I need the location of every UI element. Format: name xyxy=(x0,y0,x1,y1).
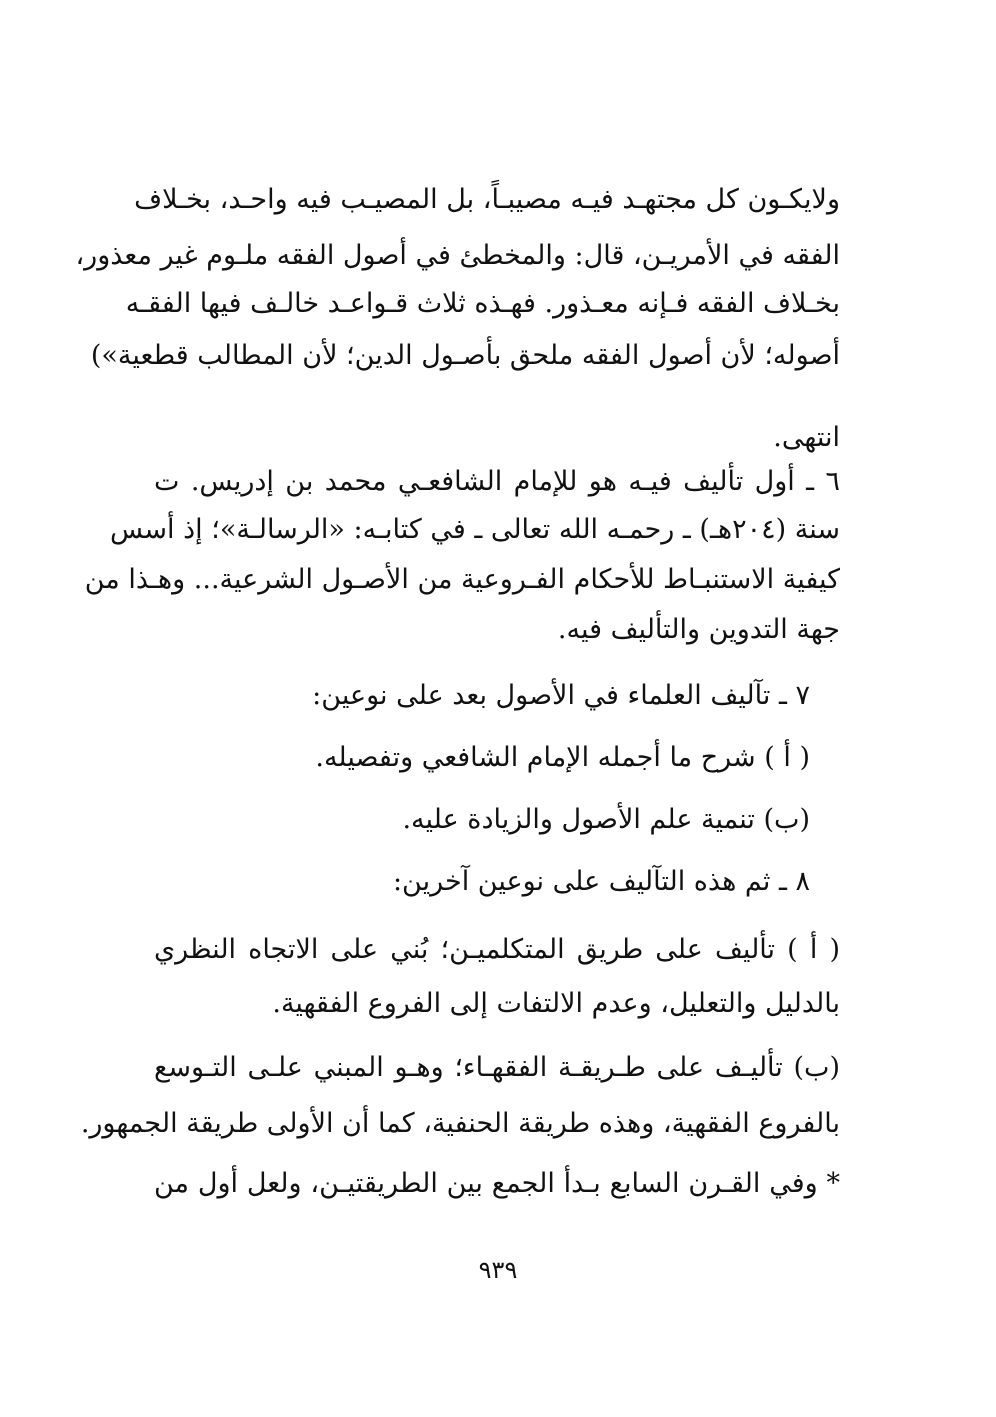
item-8-sub-a-line-1: ( أ ) تأليف على طريق المتكلميـن؛ بُني على الاتجاه النظري xyxy=(154,934,840,965)
item-7-sub-a: ( أ ) شرح ما أجمله الإمام الشافعي وتفصيله. xyxy=(315,742,810,773)
page-number: ٩٣٩ xyxy=(478,1256,518,1284)
item-6-line-4: جهة التدوين والتأليف فيه. xyxy=(557,614,840,645)
item-6-line-2: سنة (٢٠٤هـ) ـ رحمـه الله تعالى ـ في كتابـه: «الرسالـة»؛ إذ أسس xyxy=(110,514,840,545)
paragraph-1-line-4: أصوله؛ لأن أصول الفقه ملحق بأصـول الدين؛ لأن المطالب قطعية») xyxy=(90,340,840,371)
item-8-heading: ٨ ـ ثم هذه التآليف على نوعين آخرين: xyxy=(392,866,810,897)
paragraph-1-line-5: انتهى. xyxy=(773,422,840,453)
item-8-sub-b-line-2: بالفروع الفقهية، وهذه طريقة الحنفية، كما أن الأولى طريقة الجمهور. xyxy=(80,1108,840,1139)
item-7-heading: ٧ ـ تآليف العلماء في الأصول بعد على نوعين: xyxy=(312,680,810,711)
item-7-sub-b: (ب) تنمية علم الأصول والزيادة عليه. xyxy=(402,804,810,835)
item-6-line-3: كيفية الاستنبـاط للأحكام الفـروعية من الأصـول الشرعية... وهـذا من xyxy=(84,564,840,595)
paragraph-1-line-3: بخـلاف الفقه فـإنه معـذور. فهـذه ثلاث قـواعـد خالـف فيها الفقـه xyxy=(125,288,840,319)
closing-line-1: * وفي القـرن السابع بـدأ الجمع بين الطريقتيـن، ولعل أول من xyxy=(154,1168,840,1199)
paragraph-1-line-1: ولايكـون كل مجتهـد فيـه مصيبـاً، بل المصيـب فيه واحـد، بخـلاف xyxy=(134,184,840,215)
item-8-sub-b-line-1: (ب) تأليـف على طـريقـة الفقهـاء؛ وهـو المبني علـى التـوسع xyxy=(154,1052,840,1083)
item-6-line-1: ٦ ـ أول تأليف فيـه هو للإمام الشافعـي محمد بن إدريس. ت xyxy=(154,466,840,497)
item-8-sub-a-line-2: بالدليل والتعليل، وعدم الالتفات إلى الفروع الفقهية. xyxy=(272,988,840,1019)
paragraph-1-line-2: الفقه في الأمريـن، قال: والمخطئ في أصول الفقه ملـوم غير معذور، xyxy=(75,240,840,271)
